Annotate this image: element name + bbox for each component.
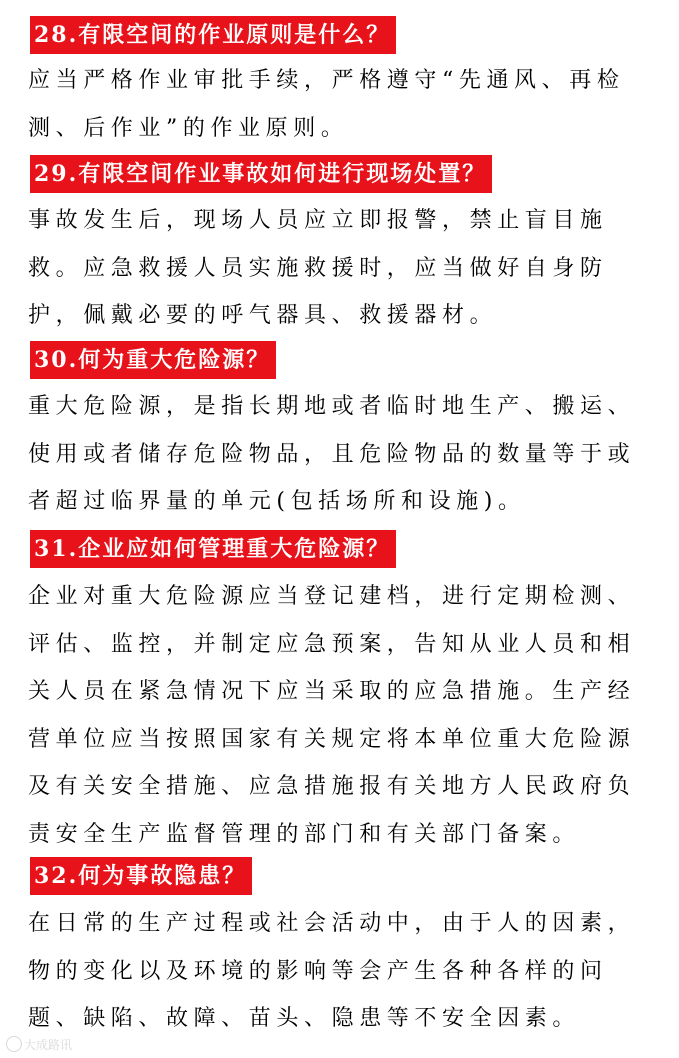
question-heading: 28.有限空间的作业原则是什么？ [30, 16, 396, 54]
answer-paragraph: 企业对重大危险源应当登记建档，进行定期检测、评估、监控，并制定应急预案，告知从业人员和相关人员在紧急情况下应当采取的应急措施。生产经营单位应当按照国家有关规定将本单位重大危险源及有关安全措施、应急措施报有关地方人民政府负责安全生产监督管理的部门和有关部门备案。 [28, 584, 636, 847]
question-heading: 29.有限空间作业事故如何进行现场处置？ [30, 155, 492, 193]
watermark-logo-icon [6, 1036, 22, 1052]
watermark [6, 1034, 72, 1054]
answer-paragraph: 在日常的生产过程或社会活动中，由于人的因素，物的变化以及环境的影响等会产生各种各样的问题、缺陷、故障、苗头、隐患等不安全因素。 [28, 911, 636, 1031]
answer-paragraph: 重大危险源，是指长期地或者临时地生产、搬运、使用或者储存危险物品，且危险物品的数量等于或者超过临界量的单元(包括场所和设施)。 [28, 394, 636, 514]
question-heading: 30.何为重大危险源？ [30, 341, 276, 379]
question-heading: 32.何为事故隐患？ [30, 857, 252, 895]
question-heading: 31.企业应如何管理重大危险源？ [30, 530, 396, 568]
watermark-text: 大成路讯 [24, 1037, 73, 1052]
answer-paragraph: 应当严格作业审批手续，严格遵守“先通风、再检测、后作业”的作业原则。 [28, 68, 625, 141]
answer-paragraph: 事故发生后，现场人员应立即报警，禁止盲目施救。应急救援人员实施救援时，应当做好自身防护，佩戴必要的呼气器具、救援器材。 [28, 208, 608, 328]
